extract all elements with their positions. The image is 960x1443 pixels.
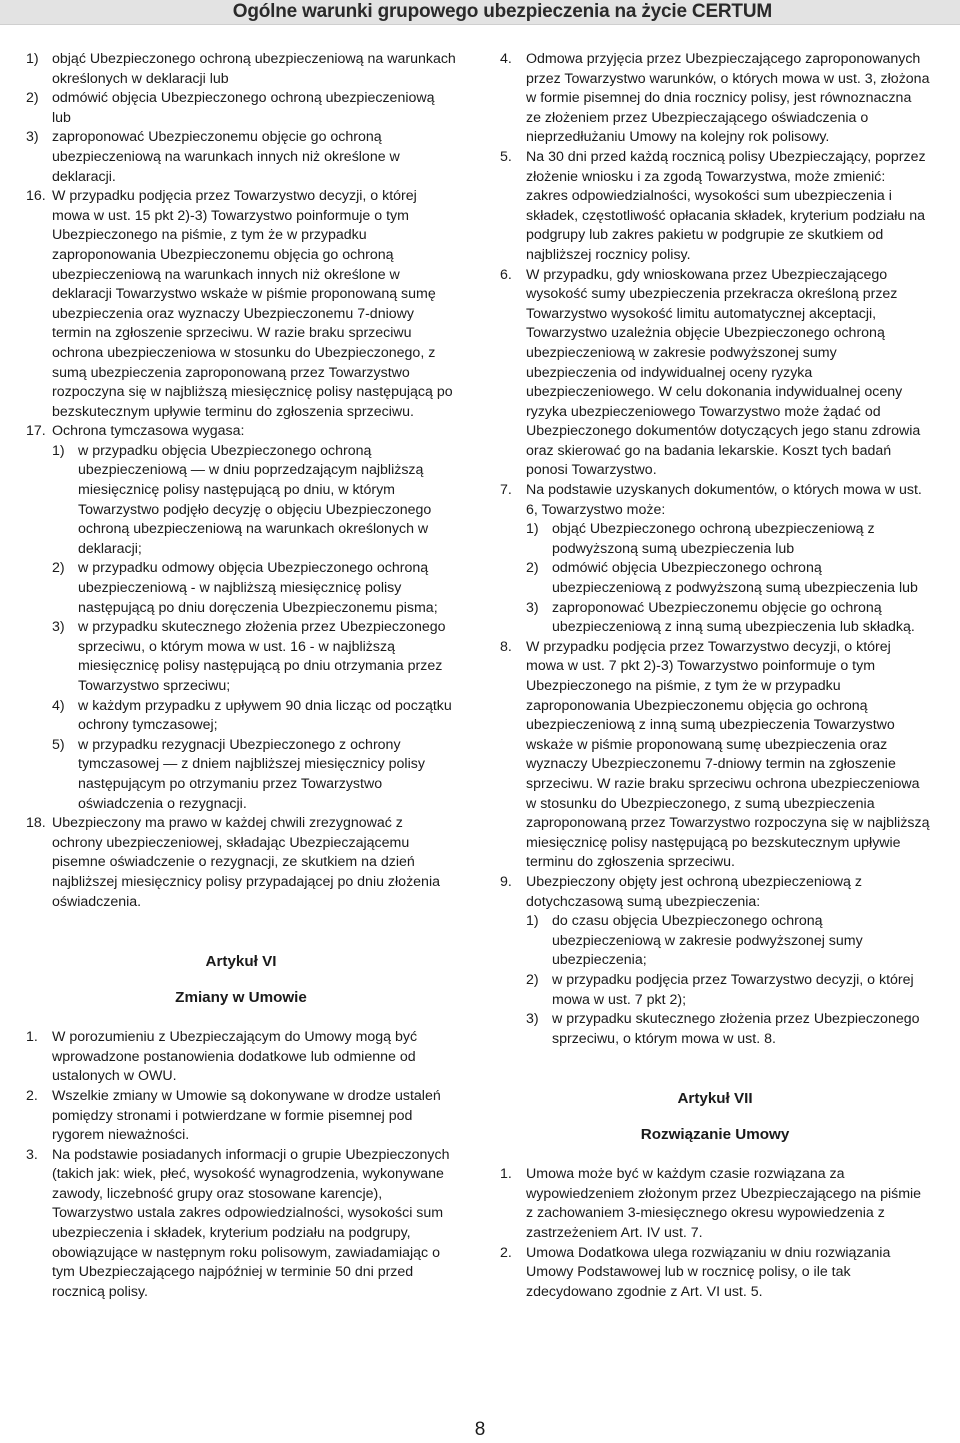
item-number: 1.: [500, 1166, 512, 1183]
list-item: [26, 442, 456, 560]
spacer: [26, 972, 456, 988]
item-text: w przypadku rezygnacji Ubezpieczonego z ochrony tymczasowej — z dniem najbliższej miesięcznicy polisy następującym po otrzymaniu przez Towarzystwo oświadczenia o rezygnacji.: [78, 736, 425, 812]
item-text: Na podstawie posiadanych informacji o grupie Ubezpieczonych (takich jak: wiek, płeć, wysokość wynagrodzenia, wykonywane zawody, liczebność grupy oraz stosowane karencje), Towarzystwo ustala zakres odpowiedzialności, wysokości sum ubezpieczenia i składek, kryterium podziału na podgrupy, obowiązujące w następnym roku polisowym, zawiadamiając o tym Ubezpieczającego najpóźniej w terminie 50 dni przed rocznicą polisy.: [52, 1146, 450, 1300]
paragraph-16: [26, 187, 456, 422]
list-item: [26, 1028, 456, 1087]
item-number: 9.: [500, 873, 512, 890]
spacer: [500, 1109, 930, 1125]
item-number: 1.: [26, 1029, 38, 1046]
item-number: 1): [526, 521, 539, 538]
list-item: [26, 618, 456, 696]
item-text: objąć Ubezpieczonego ochroną ubezpieczeniową na warunkach określonych w deklaracji lub: [52, 51, 456, 87]
item-text: Ubezpieczony ma prawo w każdej chwili zrezygnować z ochrony ubezpieczeniowej, składając Ubezpieczającemu pisemne oświadczenie o rezygnacji, ze skutkiem na dzień najbliższej miesięcznicy polisy przypadającej po dniu złożenia oświadczenia.: [52, 815, 440, 910]
item-text: zaproponować Ubezpieczonemu objęcie go ochroną ubezpieczeniową z inną sumą ubezpieczenia lub składką.: [552, 599, 915, 636]
paragraph-18: [26, 814, 456, 912]
item-text: odmówić objęcia Ubezpieczonego ochroną ubezpieczeniową lub: [52, 90, 435, 126]
list-item: [26, 1146, 456, 1303]
item-text: Na 30 dni przed każdą rocznicą polisy Ubezpieczający, poprzez złożenie wniosku i za zgodą Towarzystwa, może zmienić: zakres odpowiedzialności, wysokości sum ubezpieczenia i składek, częstotliwość opłacania składek, kryterium podziału na podgrupy lub zakres pakietu w podgrupie ze skutkiem od najbliższej rocznicy polisy.: [526, 148, 926, 263]
item-text: w przypadku podjęcia przez Towarzystwo decyzji, o której mowa w ust. 7 pkt 2);: [552, 971, 914, 1008]
item-text: w przypadku skutecznego złożenia przez Ubezpieczonego sprzeciwu, o którym mowa w ust. 8.: [552, 1011, 920, 1047]
left-column: [26, 50, 456, 1302]
item-number: 4.: [500, 51, 512, 67]
item-text: do czasu objęcia Ubezpieczonego ochroną ubezpieczeniową w zakresie podwyższonej sumy ubezpieczenia;: [552, 913, 863, 969]
right-column: [500, 50, 930, 1302]
page-number: 8: [474, 1419, 486, 1440]
item-text: W przypadku podjęcia przez Towarzystwo decyzji, o której mowa w ust. 7 pkt 2)-3) Towarzystwo poinformuje o tym Ubezpieczonego na piśmie, z tym że w przypadku zaproponowania Ubezpieczonemu objęcia go ochroną ubezpieczeniową z inną sumą ubezpieczenia Towarzystwo wskaże w piśmie proponowaną sumę ubezpieczenia oraz wyznaczy Ubezpieczonemu 7-dniowy termin na zgłoszenie sprzeciwu. W razie braku sprzeciwu ochrona ubezpieczeniowa w stosunku do Ubezpieczonego, z sumą ubezpieczenia zaproponowaną przez Towarzystwo rozpoczyna się w najbliższą miesięcznicę polisy następującą po bezskutecznym upływie terminu do zgłoszenia sprzeciwu.: [526, 638, 930, 871]
item-text: odmówić objęcia Ubezpieczonego ochroną ubezpieczeniową z podwyższoną sumą ubezpieczenia lub: [552, 560, 918, 597]
item-text: w przypadku skutecznego złożenia przez Ubezpieczonego sprzeciwu, o którym mowa w ust. 16 - w najbliższą miesięcznicę polisy następującą po dniu otrzymania przez Towarzystwo sprzeciwu;: [78, 619, 446, 694]
item-text: W porozumieniu z Ubezpieczającym do Umowy mogą być wprowadzone postanowienia dodatkowe lub odmienne od ustalonych w OWU.: [52, 1029, 418, 1085]
header-bar: [0, 0, 960, 25]
list-item: [500, 971, 930, 1010]
article-label: Artykuł VI: [205, 953, 277, 971]
item-text: Ochrona tymczasowa wygasa:: [52, 423, 245, 440]
list-item: [26, 128, 456, 187]
item-number: 4): [52, 697, 65, 714]
list-item: [500, 1244, 930, 1303]
item-number: 3.: [26, 1146, 38, 1163]
list-item: [500, 50, 930, 148]
item-number: 17.: [26, 423, 46, 440]
item-text: Ubezpieczony objęty jest ochroną ubezpieczeniową z dotychczasową sumą ubezpieczenia:: [526, 873, 862, 910]
item-text: Odmowa przyjęcia przez Ubezpieczającego zaproponowanych przez Towarzystwo warunków, o których mowa w ust. 3, złożona w formie pisemnej do dnia rocznicy polisy, jest równoznaczna ze złożeniem przez Ubezpieczającego oświadczenia o nieprzedłużaniu Umowy na kolejny rok polisowy.: [526, 51, 930, 146]
item-number: 2.: [26, 1087, 38, 1104]
list-item: [500, 912, 930, 971]
list-item: [500, 559, 930, 598]
list-item: [500, 1010, 930, 1049]
item-number: 2): [52, 560, 65, 577]
paragraph-8: [500, 638, 930, 873]
item-text: w przypadku objęcia Ubezpieczonego ochroną ubezpieczeniową — w dniu poprzedzającym najbliższą miesięcznicę polisy następującą po dniu, w którym Towarzystwo podjęło decyzję o objęciu Ubezpieczonego ochroną ubezpieczeniową na warunkach określonych w deklaracji;: [78, 442, 432, 557]
list-item: [500, 266, 930, 482]
list-item: [26, 89, 456, 128]
item-text: w każdym przypadku z upływem 90 dnia licząc od początku ochrony tymczasowej;: [78, 697, 452, 734]
list-item: [26, 697, 456, 736]
item-text: W przypadku, gdy wnioskowana przez Ubezpieczającego wysokość sumy ubezpieczenia przekracza określoną przez Towarzystwo wysokość limitu automatycznej akceptacji, Towarzystwo uzależnia objęcie Ubezpieczonego ochroną ubezpieczeniową w zakresie podwyższonej sumy ubezpieczenia od indywidualnej oceny ryzyka ubezpieczeniowego. W celu dokonania indywidualnej oceny ryzyka ubezpieczeniowego Towarzystwo może żądać od Ubezpieczonego dokumentów dotyczących jego stanu zdrowia oraz skierować go na badania lekarskie. Koszt tych badań ponosi Towarzystwo.: [526, 266, 921, 479]
spacer: [500, 1145, 930, 1165]
item-number: 5.: [500, 148, 512, 165]
paragraph-17: [26, 422, 456, 442]
item-number: 8.: [500, 638, 512, 655]
list-item: [26, 1087, 456, 1146]
item-number: 2): [526, 560, 539, 577]
document-title: Ogólne warunki grupowego ubezpieczenia na życie CERTUM: [232, 1, 772, 22]
paragraph-9: [500, 873, 930, 912]
item-number: 1): [26, 51, 39, 67]
list-item: [26, 50, 456, 89]
spacer: [26, 912, 456, 952]
item-number: 3): [52, 619, 65, 636]
list-item: [500, 599, 930, 638]
item-number: 1): [526, 913, 539, 930]
item-number: 7.: [500, 482, 512, 499]
article-title: Zmiany w Umowie: [175, 989, 307, 1007]
article-title: Rozwiązanie Umowy: [640, 1126, 790, 1144]
item-text: w przypadku odmowy objęcia Ubezpieczonego ochroną ubezpieczeniową - w najbliższą miesięcznicę polisy następującą po dniu doręczenia Ubezpieczonemu pisma;: [78, 560, 438, 616]
item-text: objąć Ubezpieczonego ochroną ubezpieczeniową z podwyższoną sumą ubezpieczenia lub: [552, 521, 875, 557]
item-number: 3): [526, 1011, 539, 1028]
item-number: 2): [526, 971, 539, 988]
list-item: [500, 481, 930, 520]
article-label: Artykuł VII: [677, 1090, 753, 1108]
list-item: [26, 559, 456, 618]
list-item: [500, 148, 930, 266]
item-text: Umowa Dodatkowa ulega rozwiązaniu w dniu rozwiązania Umowy Podstawowej lub w rocznicę polisy, o ile tak zdecydowano zgodnie z Art. VI ust. 5.: [526, 1244, 891, 1300]
item-number: 3): [526, 599, 539, 616]
item-number: 6.: [500, 266, 512, 283]
list-item: [500, 520, 930, 559]
item-text: Na podstawie uzyskanych dokumentów, o których mowa w ust. 6, Towarzystwo może:: [526, 482, 922, 518]
item-text: W przypadku podjęcia przez Towarzystwo decyzji, o której mowa w ust. 15 pkt 2)-3) Towarzystwo poinformuje o tym Ubezpieczonego na piśmie, z tym że w przypadku zaproponowania Ubezpieczonemu objęcia go ochroną ubezpieczeniową na warunkach innych niż określone w deklaracji Towarzystwo wskaże w piśmie proponowaną sumę ubezpieczenia oraz wyznaczy Ubezpieczonemu 7-dniowy termin na zgłoszenie sprzeciwu. W razie braku sprzeciwu ochrona ubezpieczeniowa w stosunku do Ubezpieczonego, z sumą ubezpieczenia zaproponowaną przez Towarzystwo rozpoczyna się w najbliższą miesięcznicę polisy następującą po bezskutecznym upływie terminu do zgłoszenia sprzeciwu.: [52, 188, 453, 420]
item-number: 16.: [26, 188, 46, 205]
list-item: [26, 736, 456, 814]
item-number: 3): [26, 129, 39, 146]
spacer: [26, 1008, 456, 1028]
item-number: 5): [52, 736, 65, 753]
item-text: zaproponować Ubezpieczonemu objęcie go ochroną ubezpieczeniową na warunkach innych niż określone w deklaracji.: [52, 129, 400, 185]
item-number: 18.: [26, 815, 46, 832]
item-number: 1): [52, 442, 65, 459]
spacer: [500, 1049, 930, 1089]
item-text: Wszelkie zmiany w Umowie są dokonywane w drodze ustaleń pomiędzy stronami i potwierdzane w formie pisemnej pod rygorem nieważności.: [52, 1087, 441, 1144]
item-text: Umowa może być w każdym czasie rozwiązana za wypowiedzeniem złożonym przez Ubezpieczającego na piśmie z zachowaniem 3-miesięcznego okresu wypowiedzenia z zastrzeżeniem Art. IV ust. 7.: [526, 1166, 922, 1242]
item-number: 2.: [500, 1244, 512, 1261]
list-item: [500, 1165, 930, 1243]
item-number: 2): [26, 90, 39, 107]
